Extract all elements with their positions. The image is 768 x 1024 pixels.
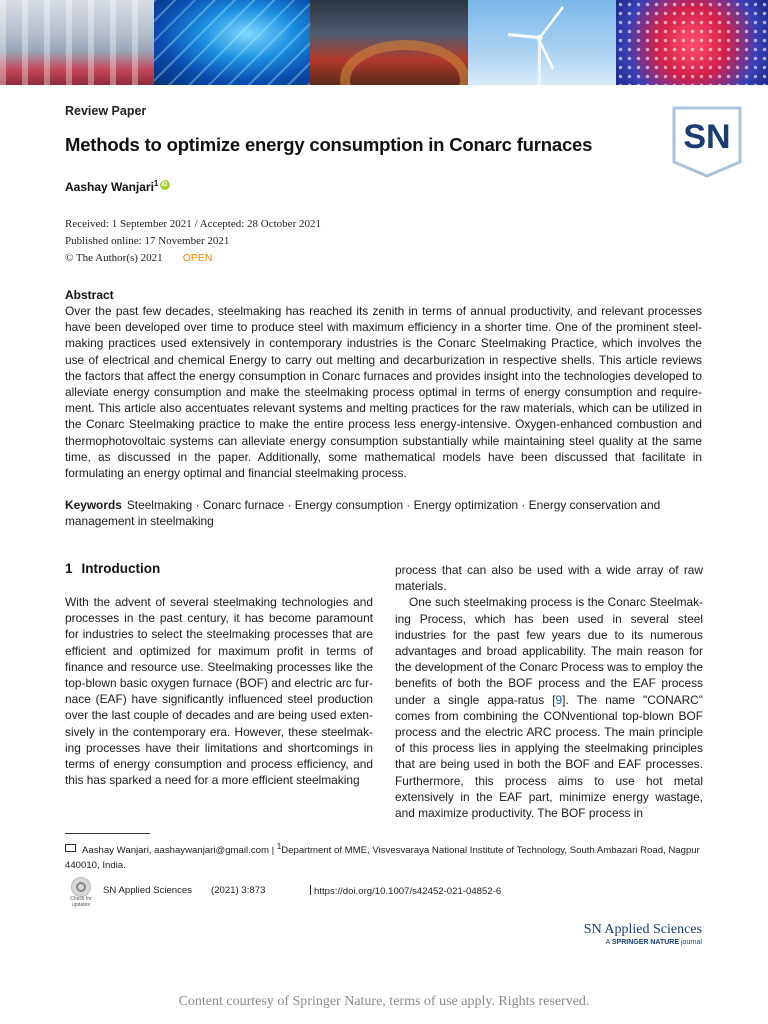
body-paragraph: With the advent of several steelmaking technologies and processes in the past century, it has become paramount for industries to select the steelmaking processes that are efficient and optimized for maximum profit in terms of finance and resource use. Steelmaking processes like the top-blown basic oxygen furnace (BOF) and electric arc fur-nace (EAF) have significantly influenced steel production over the last couple of decades and are being used exten-sively in the contemporary era. However, these steelmak-ing processes have their limitations and shortcomings in terms of energy consumption and process efficiency, and this has sparked a need for a more efficient steelmaking bbox=[65, 595, 373, 788]
footnote-contact[interactable]: Aashay Wanjari, aashaywanjari@gmail.com | bbox=[82, 845, 277, 857]
keywords bbox=[65, 497, 705, 529]
banner-image-blue-energy bbox=[154, 0, 310, 85]
received-date: Received: 1 September 2021 / Accepted: 28 October 2021 bbox=[65, 218, 321, 230]
abstract-text: Over the past few decades, steelmaking has reached its zenith in terms of annual productivity, and relevant processes have been developed over time to produce steel with maximum efficiency in a shorter time. One of the prominent steel-making practices used extensively in contemporary industries is the Conarc Steelmaking Practice, which involves the use of electrical and chemical Energy to carry out melting and decarburization in respective shells. This article reviews the factors that affect the energy consumption in Conarc furnaces and provides insight into the technologies developed to alleviate energy consumption and make the steelmaking process optimal in terms of energy consumption and require-ment. This article also accentuates relevant systems and melting practices for the raw materials, which can be utilized in the Conarc Steelmaking practice to make the entire process less energy-intensive. Oxygen-enhanced combustion and thermophotovoltaic systems can alleviate energy consumption substantially while maintaining steel quality at the same time, as discussed in the paper. Additionally, some mathematical models have been discussed that facilitate in formulating an energy optimal and financial steelmaking process. bbox=[65, 304, 702, 481]
cover-banner bbox=[0, 0, 768, 85]
copyright-text: © The Author(s) 2021 bbox=[65, 252, 163, 264]
body-text: One such steelmaking process is the Conarc Steelmak-ing Process, which has been used in several steel industries for the past few years due to its numerous advantages and broad applicability. The main reason for the development of the Conarc Process was to employ the benefits of both the BOF process and the EAF process under a single appa-ratus [ bbox=[395, 595, 704, 707]
keywords-label: Keywords bbox=[65, 498, 122, 512]
divider bbox=[310, 885, 311, 895]
journal-name: SN Applied Sciences bbox=[103, 885, 193, 896]
doi bbox=[310, 885, 501, 897]
body-paragraph bbox=[395, 594, 703, 821]
banner-image-coil bbox=[310, 0, 468, 85]
volume-info: (2021) 3:873 bbox=[211, 885, 266, 896]
footnote-divider bbox=[65, 833, 150, 834]
section-heading bbox=[65, 561, 160, 576]
article-type: Review Paper bbox=[65, 104, 147, 118]
keywords-text: Steelmaking · Conarc furnace · Energy consumption · Energy optimization · Energy conservation and management in steelmaking bbox=[65, 498, 661, 529]
citation-link[interactable]: 9 bbox=[555, 692, 563, 707]
doi-link[interactable]: https://doi.org/10.1007/s42452-021-04852-6 bbox=[314, 886, 502, 897]
journal-brand bbox=[584, 922, 702, 946]
paper-title: Methods to optimize energy consumption in Conarc furnaces bbox=[65, 134, 593, 155]
courtesy-notice: Content courtesy of Springer Nature, terms of use apply. Rights reserved. bbox=[178, 994, 590, 1009]
body-column-left bbox=[65, 594, 373, 788]
author-name: Aashay Wanjari bbox=[65, 180, 154, 194]
banner-image-wind-turbine bbox=[468, 0, 616, 85]
banner-image-lab-tubes bbox=[0, 0, 154, 85]
section-number: 1 bbox=[65, 561, 73, 576]
author-affil-sup: 1 bbox=[153, 179, 159, 188]
check-for-updates-text: Check for updates bbox=[70, 896, 92, 908]
brand-publisher: SPRINGER NATURE bbox=[611, 939, 680, 946]
brand-publisher-line bbox=[584, 939, 702, 946]
author-line bbox=[65, 179, 170, 194]
body-paragraph: process that can also be used with a wide array of raw materials. bbox=[395, 563, 703, 594]
article-dates bbox=[65, 216, 321, 267]
orcid-icon[interactable] bbox=[160, 180, 170, 190]
footnote-sup: 1 bbox=[276, 842, 282, 851]
check-for-updates-icon bbox=[71, 877, 91, 897]
footnote-affiliation: Department of MME, Visvesvaraya National Institute of Technology, South Ambazari Road, Nagpur 440010, India. bbox=[65, 845, 700, 872]
open-access-badge: OPEN bbox=[182, 252, 213, 264]
wind-turbine-icon bbox=[468, 0, 616, 85]
section-title: Introduction bbox=[81, 561, 161, 576]
check-for-updates-badge[interactable] bbox=[66, 877, 96, 909]
body-text: ]. The name "CONARC" comes from combining the CONventional top-blown BOF process and the electric ARC process. The main principle of this process lies in applying the steelmaking principles that are being used in both the BOF and EAF processes. Furthermore, this process aims to use hot metal extensively in the EAF part, minimize energy wastage, and maximize productivity. The BOF process in bbox=[395, 692, 703, 821]
brand-suffix: journal bbox=[679, 939, 702, 946]
brand-journal-name: SN Applied Sciences bbox=[583, 922, 702, 937]
body-column-right bbox=[395, 562, 703, 821]
sn-logo bbox=[672, 106, 742, 178]
copyright-line bbox=[65, 250, 321, 267]
abstract-heading: Abstract bbox=[65, 288, 114, 302]
brand-prefix: A bbox=[605, 939, 612, 946]
sn-logo-text: SN bbox=[683, 118, 731, 156]
banner-image-molecules bbox=[616, 0, 768, 85]
footnote bbox=[65, 839, 705, 873]
envelope-icon bbox=[65, 844, 76, 852]
published-date: Published online: 17 November 2021 bbox=[65, 235, 230, 247]
